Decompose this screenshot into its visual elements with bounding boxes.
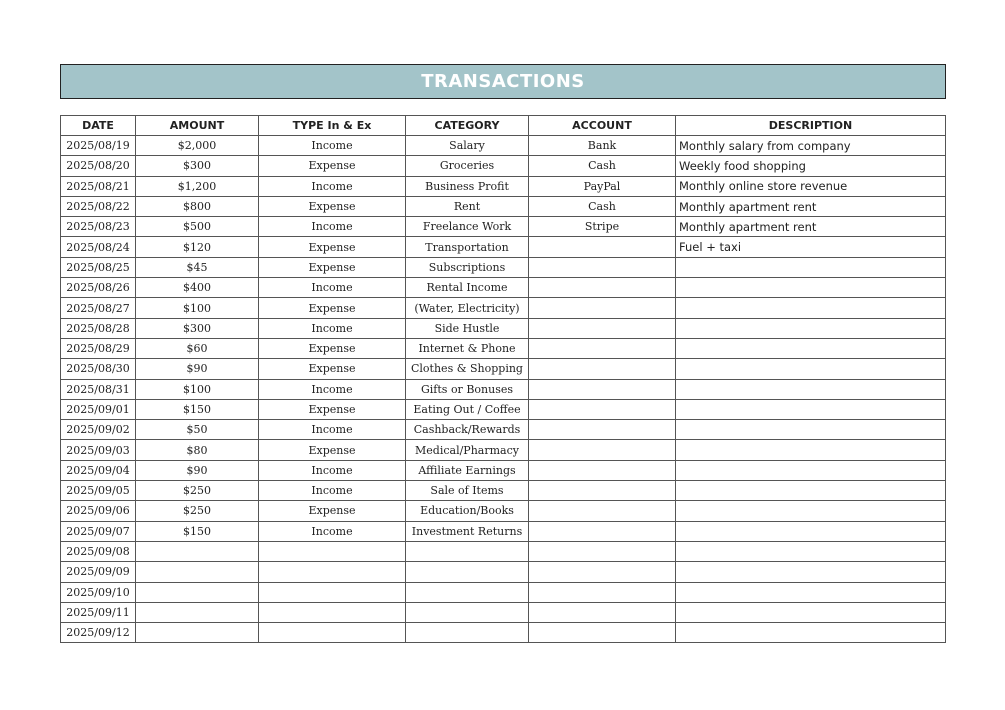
transactions-table [60, 115, 946, 643]
description-cell[interactable] [676, 318, 946, 338]
account-cell[interactable] [529, 481, 676, 501]
type-cell[interactable]: Expense [259, 501, 406, 521]
column-header-description: DESCRIPTION [676, 116, 946, 136]
category-cell[interactable] [406, 562, 529, 582]
date-cell[interactable]: 2025/09/04 [61, 460, 136, 480]
date-cell[interactable]: 2025/09/08 [61, 541, 136, 561]
amount-cell[interactable]: $45 [136, 257, 259, 277]
category-cell[interactable]: Gifts or Bonuses [406, 379, 529, 399]
table-row [61, 379, 946, 399]
table-row [61, 318, 946, 338]
date-cell[interactable]: 2025/08/25 [61, 257, 136, 277]
category-cell[interactable]: Rent [406, 196, 529, 216]
amount-cell[interactable]: $100 [136, 298, 259, 318]
type-cell[interactable]: Income [259, 521, 406, 541]
column-header-date: DATE [61, 116, 136, 136]
date-cell[interactable]: 2025/08/19 [61, 136, 136, 156]
table-row [61, 196, 946, 216]
account-cell[interactable] [529, 440, 676, 460]
type-cell[interactable] [259, 541, 406, 561]
category-cell[interactable]: Side Hustle [406, 318, 529, 338]
table-row [61, 338, 946, 358]
type-cell[interactable]: Income [259, 460, 406, 480]
description-cell[interactable]: Monthly apartment rent [676, 196, 946, 216]
account-cell[interactable] [529, 359, 676, 379]
description-cell[interactable] [676, 582, 946, 602]
category-cell[interactable]: Salary [406, 136, 529, 156]
account-cell[interactable]: Bank [529, 136, 676, 156]
amount-cell[interactable] [136, 541, 259, 561]
date-cell[interactable]: 2025/09/12 [61, 623, 136, 643]
description-cell[interactable] [676, 562, 946, 582]
description-cell[interactable]: Weekly food shopping [676, 156, 946, 176]
description-cell[interactable] [676, 460, 946, 480]
description-cell[interactable] [676, 359, 946, 379]
category-cell[interactable]: Rental Income [406, 278, 529, 298]
category-cell[interactable]: Education/Books [406, 501, 529, 521]
type-cell[interactable]: Income [259, 481, 406, 501]
account-cell[interactable]: Cash [529, 156, 676, 176]
table-row [61, 176, 946, 196]
date-cell[interactable]: 2025/09/05 [61, 481, 136, 501]
type-cell[interactable]: Expense [259, 440, 406, 460]
type-cell[interactable]: Expense [259, 298, 406, 318]
table-row [61, 156, 946, 176]
description-cell[interactable] [676, 440, 946, 460]
account-cell[interactable] [529, 379, 676, 399]
account-cell[interactable] [529, 318, 676, 338]
table-row [61, 440, 946, 460]
type-cell[interactable]: Expense [259, 359, 406, 379]
description-cell[interactable]: Monthly salary from company [676, 136, 946, 156]
type-cell[interactable]: Income [259, 318, 406, 338]
date-cell[interactable]: 2025/08/26 [61, 278, 136, 298]
account-cell[interactable]: PayPal [529, 176, 676, 196]
category-cell[interactable]: Investment Returns [406, 521, 529, 541]
type-cell[interactable]: Income [259, 420, 406, 440]
date-cell[interactable]: 2025/09/06 [61, 501, 136, 521]
date-cell[interactable]: 2025/08/20 [61, 156, 136, 176]
category-cell[interactable]: Eating Out / Coffee [406, 399, 529, 419]
category-cell[interactable]: Groceries [406, 156, 529, 176]
table-row [61, 420, 946, 440]
category-cell[interactable]: Freelance Work [406, 217, 529, 237]
category-cell[interactable] [406, 582, 529, 602]
table-row [61, 541, 946, 561]
amount-cell[interactable]: $2,000 [136, 136, 259, 156]
date-cell[interactable]: 2025/08/30 [61, 359, 136, 379]
date-cell[interactable]: 2025/09/03 [61, 440, 136, 460]
description-cell[interactable] [676, 501, 946, 521]
type-cell[interactable]: Income [259, 278, 406, 298]
table-row [61, 399, 946, 419]
table-row [61, 136, 946, 156]
date-cell[interactable]: 2025/09/01 [61, 399, 136, 419]
amount-cell[interactable] [136, 623, 259, 643]
amount-cell[interactable]: $50 [136, 420, 259, 440]
type-cell[interactable]: Expense [259, 399, 406, 419]
type-cell[interactable] [259, 582, 406, 602]
category-cell[interactable]: Cashback/Rewards [406, 420, 529, 440]
type-cell[interactable]: Income [259, 176, 406, 196]
account-cell[interactable] [529, 541, 676, 561]
date-cell[interactable]: 2025/09/10 [61, 582, 136, 602]
category-cell[interactable]: Internet & Phone [406, 338, 529, 358]
account-cell[interactable] [529, 602, 676, 622]
amount-cell[interactable]: $300 [136, 156, 259, 176]
table-row [61, 237, 946, 257]
account-cell[interactable] [529, 399, 676, 419]
type-cell[interactable]: Expense [259, 156, 406, 176]
date-cell[interactable]: 2025/09/09 [61, 562, 136, 582]
type-cell[interactable]: Expense [259, 338, 406, 358]
description-cell[interactable] [676, 399, 946, 419]
account-cell[interactable] [529, 521, 676, 541]
description-cell[interactable] [676, 257, 946, 277]
account-cell[interactable]: Stripe [529, 217, 676, 237]
table-row [61, 562, 946, 582]
amount-cell[interactable]: $80 [136, 440, 259, 460]
amount-cell[interactable] [136, 582, 259, 602]
table-row [61, 278, 946, 298]
category-cell[interactable]: Clothes & Shopping [406, 359, 529, 379]
account-cell[interactable] [529, 562, 676, 582]
table-row [61, 602, 946, 622]
type-cell[interactable] [259, 562, 406, 582]
type-cell[interactable]: Income [259, 136, 406, 156]
table-row [61, 217, 946, 237]
category-cell[interactable]: Affiliate Earnings [406, 460, 529, 480]
date-cell[interactable]: 2025/08/21 [61, 176, 136, 196]
date-cell[interactable]: 2025/08/27 [61, 298, 136, 318]
amount-cell[interactable]: $90 [136, 359, 259, 379]
table-row [61, 623, 946, 643]
account-cell[interactable] [529, 278, 676, 298]
table-row [61, 460, 946, 480]
amount-cell[interactable]: $150 [136, 399, 259, 419]
category-cell[interactable] [406, 623, 529, 643]
type-cell[interactable] [259, 623, 406, 643]
description-cell[interactable] [676, 602, 946, 622]
type-cell[interactable]: Income [259, 379, 406, 399]
description-cell[interactable]: Monthly apartment rent [676, 217, 946, 237]
table-row [61, 298, 946, 318]
account-cell[interactable] [529, 338, 676, 358]
date-cell[interactable]: 2025/08/22 [61, 196, 136, 216]
amount-cell[interactable]: $250 [136, 481, 259, 501]
category-cell[interactable]: Transportation [406, 237, 529, 257]
amount-cell[interactable]: $500 [136, 217, 259, 237]
description-cell[interactable] [676, 420, 946, 440]
date-cell[interactable]: 2025/08/24 [61, 237, 136, 257]
column-header-account: ACCOUNT [529, 116, 676, 136]
description-cell[interactable] [676, 379, 946, 399]
amount-cell[interactable]: $800 [136, 196, 259, 216]
amount-cell[interactable]: $1,200 [136, 176, 259, 196]
account-cell[interactable] [529, 582, 676, 602]
date-cell[interactable]: 2025/09/02 [61, 420, 136, 440]
description-cell[interactable] [676, 521, 946, 541]
column-header-type: TYPE In & Ex [259, 116, 406, 136]
date-cell[interactable]: 2025/09/07 [61, 521, 136, 541]
account-cell[interactable]: Cash [529, 196, 676, 216]
category-cell[interactable] [406, 541, 529, 561]
table-body [61, 136, 946, 643]
amount-cell[interactable] [136, 562, 259, 582]
description-cell[interactable] [676, 298, 946, 318]
type-cell[interactable]: Expense [259, 237, 406, 257]
description-cell[interactable] [676, 278, 946, 298]
amount-cell[interactable]: $120 [136, 237, 259, 257]
table-row [61, 582, 946, 602]
date-cell[interactable]: 2025/08/28 [61, 318, 136, 338]
amount-cell[interactable]: $150 [136, 521, 259, 541]
account-cell[interactable] [529, 298, 676, 318]
type-cell[interactable]: Expense [259, 257, 406, 277]
description-cell[interactable] [676, 623, 946, 643]
table-row [61, 481, 946, 501]
amount-cell[interactable]: $300 [136, 318, 259, 338]
date-cell[interactable]: 2025/08/31 [61, 379, 136, 399]
category-cell[interactable]: Sale of Items [406, 481, 529, 501]
table-row [61, 359, 946, 379]
amount-cell[interactable] [136, 602, 259, 622]
description-cell[interactable] [676, 481, 946, 501]
table-row [61, 257, 946, 277]
amount-cell[interactable]: $250 [136, 501, 259, 521]
description-cell[interactable] [676, 541, 946, 561]
date-cell[interactable]: 2025/08/23 [61, 217, 136, 237]
account-cell[interactable] [529, 237, 676, 257]
type-cell[interactable]: Expense [259, 196, 406, 216]
column-header-category: CATEGORY [406, 116, 529, 136]
amount-cell[interactable]: $400 [136, 278, 259, 298]
category-cell[interactable] [406, 602, 529, 622]
page-title: TRANSACTIONS [60, 64, 946, 99]
date-cell[interactable]: 2025/08/29 [61, 338, 136, 358]
category-cell[interactable]: (Water, Electricity) [406, 298, 529, 318]
category-cell[interactable]: Business Profit [406, 176, 529, 196]
table-row [61, 521, 946, 541]
account-cell[interactable] [529, 460, 676, 480]
account-cell[interactable] [529, 420, 676, 440]
table-header-row [61, 116, 946, 136]
amount-cell[interactable]: $60 [136, 338, 259, 358]
amount-cell[interactable]: $90 [136, 460, 259, 480]
category-cell[interactable]: Subscriptions [406, 257, 529, 277]
type-cell[interactable]: Income [259, 217, 406, 237]
column-header-amount: AMOUNT [136, 116, 259, 136]
amount-cell[interactable]: $100 [136, 379, 259, 399]
table-row [61, 501, 946, 521]
account-cell[interactable] [529, 623, 676, 643]
account-cell[interactable] [529, 501, 676, 521]
description-cell[interactable]: Monthly online store revenue [676, 176, 946, 196]
category-cell[interactable]: Medical/Pharmacy [406, 440, 529, 460]
type-cell[interactable] [259, 602, 406, 622]
description-cell[interactable]: Fuel + taxi [676, 237, 946, 257]
account-cell[interactable] [529, 257, 676, 277]
description-cell[interactable] [676, 338, 946, 358]
date-cell[interactable]: 2025/09/11 [61, 602, 136, 622]
